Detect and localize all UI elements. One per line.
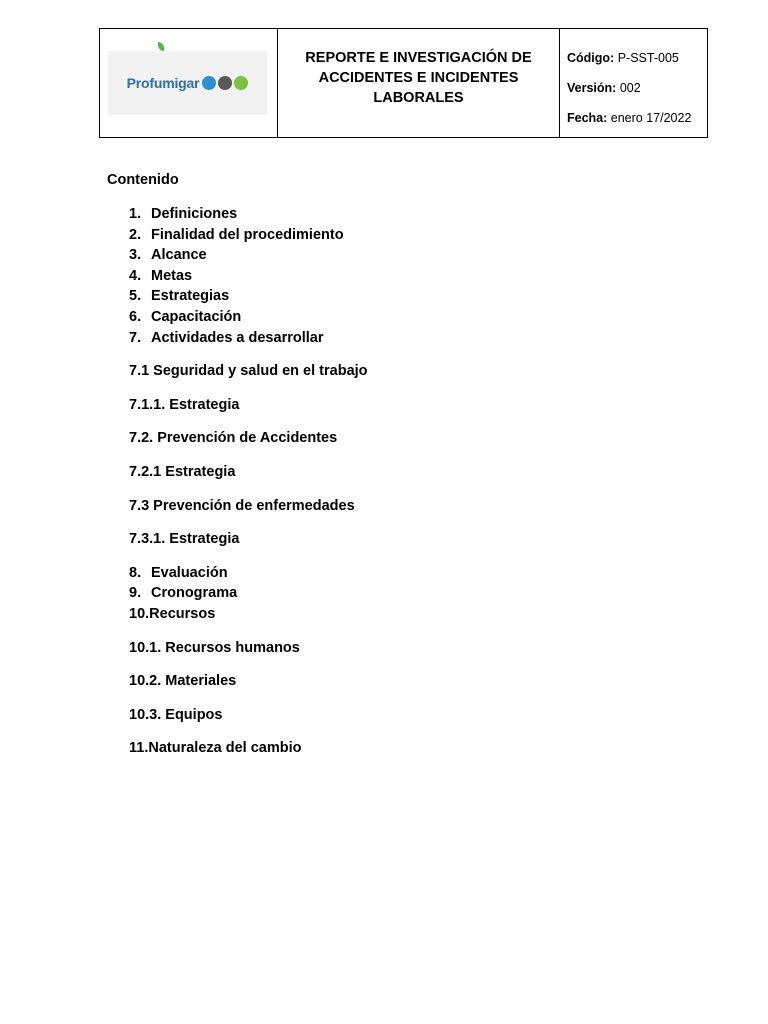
toc-item[interactable] <box>129 266 629 287</box>
toc-item-label: Alcance <box>151 247 207 264</box>
toc-heading: Contenido <box>107 172 179 188</box>
toc-item-number: 8. <box>129 564 142 581</box>
toc-item-number: 10. <box>129 605 150 622</box>
toc-item-number: 9. <box>129 585 142 602</box>
toc-item[interactable] <box>129 204 629 225</box>
toc-item-number: 11. <box>129 740 149 757</box>
codigo-label: Código: <box>567 51 615 65</box>
codigo-row <box>567 51 707 65</box>
toc-subitem[interactable]: 7.1 Seguridad y salud en el trabajo <box>129 363 368 380</box>
title-line: ACCIDENTES E INCIDENTES <box>318 70 519 86</box>
toc-item-label: Recursos <box>149 605 216 622</box>
toc-item-label: Metas <box>151 267 193 284</box>
metadata-cell <box>560 29 708 138</box>
toc-item[interactable] <box>129 286 629 307</box>
fecha-value: enero 17/2022 <box>610 111 692 125</box>
toc-subitem[interactable]: 10.2. Materiales <box>129 673 237 690</box>
toc-item[interactable] <box>129 328 629 349</box>
toc-subitem[interactable]: 7.1.1. Estrategia <box>129 396 240 413</box>
green-circle-badge-icon <box>234 76 248 90</box>
logo-cell <box>100 29 278 138</box>
toc-item-number: 2. <box>129 226 142 243</box>
toc-item-label: Estrategias <box>151 288 230 305</box>
toc-item[interactable] <box>129 225 629 246</box>
toc-subitem[interactable]: 10.1. Recursos humanos <box>129 639 300 656</box>
toc-item-label: Finalidad del procedimiento <box>151 226 344 243</box>
toc-item[interactable] <box>129 563 629 584</box>
document-header <box>99 28 708 138</box>
toc-item-number: 4. <box>129 267 142 284</box>
company-logo <box>108 51 267 115</box>
toc-item-number: 6. <box>129 308 142 325</box>
table-of-contents <box>129 204 629 759</box>
toc-subitem[interactable]: 7.3.1. Estrategia <box>129 531 240 548</box>
codigo-value: P-SST-005 <box>617 51 679 65</box>
logo-wordmark: Profumigar <box>126 75 200 91</box>
toc-subitem[interactable]: 7.2.1 Estrategia <box>129 463 236 480</box>
version-label: Versión: <box>567 81 617 95</box>
gray-circle-badge-icon <box>218 76 232 90</box>
toc-subitem[interactable]: 7.3 Prevención de enfermedades <box>129 497 355 514</box>
toc-item[interactable] <box>129 738 629 759</box>
leaf-icon <box>158 42 164 51</box>
toc-item-number: 7. <box>129 329 142 346</box>
title-line: LABORALES <box>373 90 464 106</box>
version-value: 002 <box>619 81 641 95</box>
toc-item-label: Evaluación <box>151 564 228 581</box>
title-cell <box>278 29 560 138</box>
toc-item[interactable] <box>129 583 629 604</box>
toc-item[interactable] <box>129 245 629 266</box>
toc-item-number: 1. <box>129 206 142 222</box>
logo-badges <box>202 76 248 90</box>
toc-subitem[interactable]: 7.2. Prevención de Accidentes <box>129 430 338 447</box>
toc-item-label: Definiciones <box>151 206 238 222</box>
toc-item[interactable] <box>129 307 629 328</box>
fecha-row <box>567 111 707 125</box>
toc-item[interactable] <box>129 604 629 625</box>
toc-item-label: Actividades a desarrollar <box>151 329 324 346</box>
toc-item-number: 5. <box>129 288 142 305</box>
fecha-label: Fecha: <box>567 111 608 125</box>
title-line: REPORTE E INVESTIGACIÓN DE <box>305 50 532 66</box>
toc-item-label: Cronograma <box>151 585 238 602</box>
version-row <box>567 81 707 95</box>
document-title <box>278 48 559 108</box>
toc-subitem[interactable]: 10.3. Equipos <box>129 706 223 723</box>
blue-circle-badge-icon <box>202 76 216 90</box>
toc-item-label: Capacitación <box>151 308 242 325</box>
toc-item-label: Naturaleza del cambio <box>148 740 302 757</box>
toc-item-number: 3. <box>129 247 142 264</box>
